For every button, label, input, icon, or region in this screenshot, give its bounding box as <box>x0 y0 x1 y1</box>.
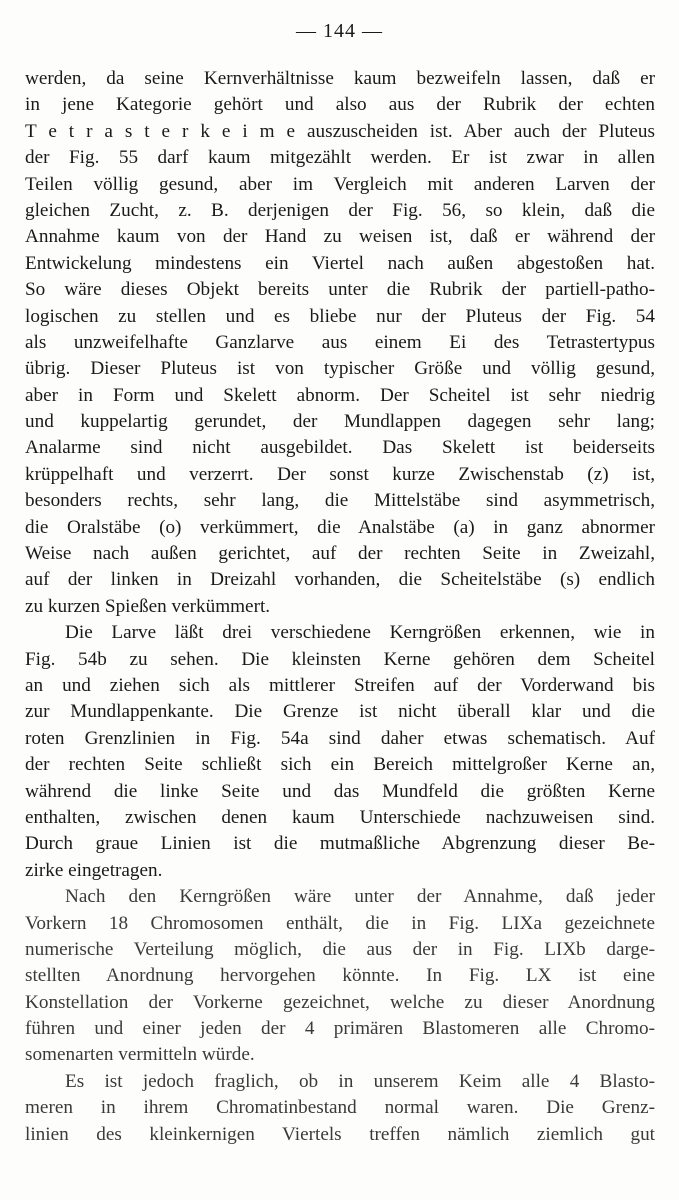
text-line: Nach den Kerngrößen wäre unter der Annahme, daß jeder <box>65 886 655 908</box>
text-line: der rechten Seite schließt sich ein Bereich mittelgroßer Kerne an, <box>25 754 655 776</box>
text-line: besonders rechts, sehr lang, die Mittelstäbe sind asymmetrisch, <box>25 490 655 512</box>
text-line: Entwickelung mindestens ein Viertel nach außen abgestoßen hat. <box>25 252 655 274</box>
text-line: stellten Anordnung hervorgehen könnte. In Fig. LX ist eine <box>25 965 655 987</box>
text-line: und kuppelartig gerundet, der Mundlappen dagegen sehr lang; <box>25 411 655 433</box>
text-line: werden, da seine Kernverhältnisse kaum bezweifeln lassen, daß er <box>25 68 655 89</box>
text-line: zur Mundlappenkante. Die Grenze ist nicht überall klar und die <box>25 701 655 723</box>
text-line: aber in Form und Skelett abnorm. Der Scheitel ist sehr niedrig <box>25 384 655 406</box>
text-line: in jene Kategorie gehört und also aus der Rubrik der echten <box>25 94 655 116</box>
text-line: roten Grenzlinien in Fig. 54a sind daher etwas schematisch. Auf <box>25 727 655 749</box>
text-line: Es ist jedoch fraglich, ob in unserem Keim alle 4 Blasto- <box>65 1070 655 1092</box>
text-line: zu kurzen Spießen verkümmert. <box>25 595 271 617</box>
text-line: auf der linken in Dreizahl vorhanden, die Scheitelstäbe (s) endlich <box>25 569 655 591</box>
text-line: Die Larve läßt drei verschiedene Kerngrößen erkennen, wie in <box>65 622 655 644</box>
text-line: Konstellation der Vorkerne gezeichnet, welche zu dieser Anordnung <box>25 991 655 1013</box>
text-line: die Oralstäbe (o) verkümmert, die Analstäbe (a) in ganz abnormer <box>25 516 655 538</box>
text-line: der Fig. 55 darf kaum mitgezählt werden. Er ist zwar in allen <box>25 147 655 169</box>
text-line: T e t r a s t e r k e i m e auszuscheiden ist. Aber auch der Pluteus <box>25 120 655 142</box>
text-line: numerische Verteilung möglich, die aus der in Fig. LIXb darge- <box>25 938 655 960</box>
text-line: Vorkern 18 Chromosomen enthält, die in Fig. LIXa gezeichnete <box>25 912 655 934</box>
text-line: während die linke Seite und das Mundfeld die größten Kerne <box>25 780 655 802</box>
text-line: linien des kleinkernigen Viertels treffen nämlich ziemlich gut <box>25 1123 655 1145</box>
text-line: So wäre dieses Objekt bereits unter die Rubrik der partiell-patho- <box>25 279 655 301</box>
text-line: Fig. 54b zu sehen. Die kleinsten Kerne gehören dem Scheitel <box>25 648 655 670</box>
text-line: gleichen Zucht, z. B. derjenigen der Fig. 56, so klein, daß die <box>25 199 655 221</box>
text-line: logischen zu stellen und es bliebe nur der Pluteus der Fig. 54 <box>25 305 655 327</box>
text-line: meren in ihrem Chromatinbestand normal waren. Die Grenz- <box>25 1097 655 1119</box>
text-line: übrig. Dieser Pluteus ist von typischer Größe und völlig gesund, <box>25 358 655 380</box>
text-line: an und ziehen sich als mittlerer Streifen auf der Vorderwand bis <box>25 674 655 696</box>
text-line: führen und einer jeden der 4 primären Blastomeren alle Chromo- <box>25 1018 655 1040</box>
text-line: enthalten, zwischen denen kaum Unterschiede nachzuweisen sind. <box>25 806 655 828</box>
page-number: — 144 — <box>296 20 383 42</box>
text-line: Teilen völlig gesund, aber im Vergleich mit anderen Larven der <box>25 173 655 195</box>
text-line: Weise nach außen gerichtet, auf der rechten Seite in Zweizahl, <box>25 543 655 565</box>
body-text <box>25 66 655 1148</box>
text-line: somenarten vermitteln würde. <box>25 1044 255 1066</box>
text-line: Analarme sind nicht ausgebildet. Das Skelett ist beiderseits <box>25 437 655 459</box>
text-line: als unzweifelhafte Ganzlarve aus einem Ei des Tetrastertypus <box>25 331 655 353</box>
text-line: zirke eingetragen. <box>25 859 163 881</box>
text-line: Durch graue Linien ist die mutmaßliche Abgrenzung dieser Be- <box>25 833 655 855</box>
text-line: krüppelhaft und verzerrt. Der sonst kurze Zwischenstab (z) ist, <box>25 463 655 485</box>
text-line: Annahme kaum von der Hand zu weisen ist, daß er während der <box>25 226 655 248</box>
